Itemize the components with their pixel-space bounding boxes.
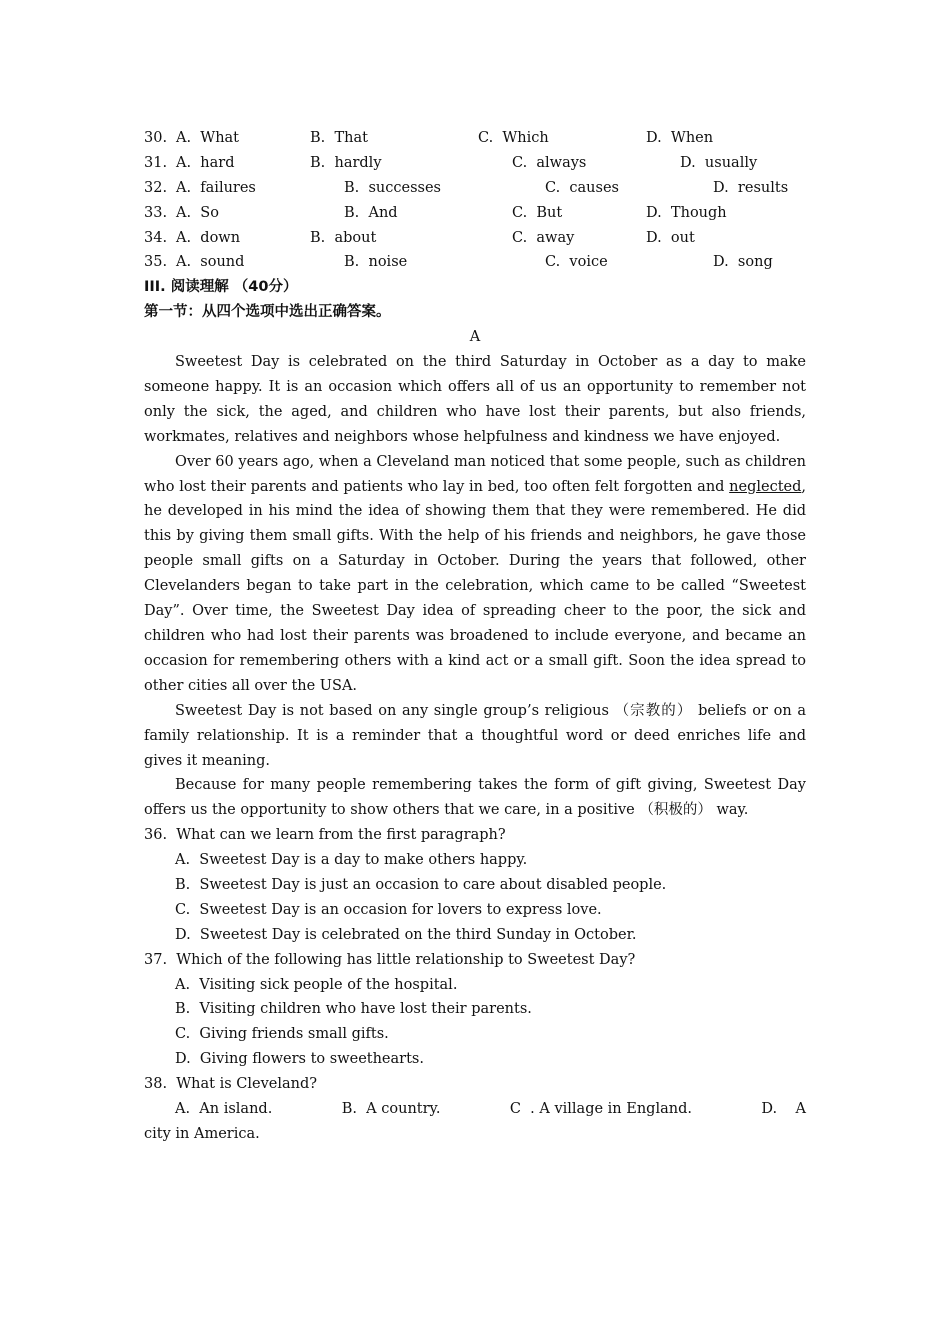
- question-number: 30.: [144, 130, 168, 146]
- option-a: A. What: [176, 130, 240, 146]
- option-d: D. When: [646, 130, 714, 146]
- exam-page: [144, 126, 806, 1147]
- option-d: D. out: [646, 229, 695, 246]
- question-37: [144, 948, 806, 1072]
- option-c: C. Which: [478, 130, 549, 146]
- reading-passage: [144, 350, 806, 823]
- option-c: C . A village in England.: [509, 1101, 692, 1118]
- passage-paragraph-3: Sweetest Day is not based on any single group’s religious （宗教的） beliefs or on a family relationship. It is a reminder that a thoughtful word or deed enriches life and gives it meaning.: [144, 702, 806, 769]
- option-c: C. causes: [545, 179, 619, 196]
- question-38: [144, 1072, 806, 1147]
- subsection-title: 第一节：从四个选项中选出正确答案。: [144, 304, 391, 321]
- option-c: C. Sweetest Day is an occasion for lovers to express love.: [175, 901, 602, 918]
- option-b: B. about: [310, 229, 377, 246]
- paragraph-text: , he developed in his mind the idea of showing them that they were remembered. He did this by giving them small gifts. With the help of his friends and neighbors, he gave those people small gifts on a Saturday in October. During the years that followed, other Clevelanders began to take part in the celebration, which came to be called “Sweetest Day”. Over time, the Sweetest Day idea of spreading cheer to the poor, the sick and children who had lost their parents was broadened to include everyone, and became an occasion for remembering others with a kind act or a small gift. Soon the idea spread to other cities all over the USA.: [144, 478, 806, 694]
- passage-paragraph-2: [144, 450, 806, 699]
- paragraph-text: Over 60 years ago, when a Cleveland man noticed that some people, such as children who lost their parents and patients who lay in bed, too often felt forgotten and: [144, 453, 806, 495]
- option-b: B. hardly: [310, 154, 382, 171]
- option-a: A. So: [176, 204, 219, 221]
- option-d: D. results: [713, 179, 789, 196]
- cloze-row-30: [144, 126, 806, 151]
- option-c: C. always: [512, 154, 587, 171]
- option-c: C. away: [512, 229, 575, 246]
- options-row: [144, 1097, 806, 1122]
- passage-paragraph-4: Because for many people remembering takes the form of gift giving, Sweetest Day offers us the opportunity to show others that we care, in a positive （积极的） way.: [144, 777, 806, 819]
- option-d: D. A: [761, 1101, 806, 1118]
- option-b: B. noise: [344, 254, 408, 271]
- question-number: 32.: [144, 179, 168, 196]
- option-b: B. And: [344, 204, 398, 221]
- option-a: A. sound: [176, 254, 245, 271]
- option-d: D. Sweetest Day is celebrated on the third Sunday in October.: [175, 926, 637, 943]
- question-36: [144, 823, 806, 947]
- option-d: D. Though: [646, 204, 727, 221]
- option-a: A. down: [176, 229, 241, 246]
- option-c: C. Giving friends small gifts.: [175, 1026, 389, 1043]
- question-number: 33.: [144, 204, 168, 221]
- cloze-row-32: [144, 176, 806, 201]
- cloze-row-34: [144, 226, 806, 251]
- passage-paragraph-1: Sweetest Day is celebrated on the third Saturday in October as a day to make someone happy. It is an occasion which offers all of us an opportunity to remember not only the sick, the aged, and children who have lost their parents, but also friends, workmates, relatives and neighbors whose helpfulness and kindness we have enjoyed.: [144, 354, 806, 445]
- option-b: B. That: [310, 130, 368, 146]
- question-number: 31.: [144, 154, 168, 171]
- option-b: B. successes: [344, 179, 441, 196]
- option-a: A. Sweetest Day is a day to make others happy.: [175, 852, 528, 869]
- cloze-row-31: [144, 151, 806, 176]
- question-stem: 36. What can we learn from the first paragraph?: [144, 827, 506, 844]
- question-number: 34.: [144, 229, 168, 246]
- question-stem: 37. Which of the following has little relationship to Sweetest Day?: [144, 951, 636, 968]
- option-c: C. voice: [545, 254, 608, 271]
- option-a: A. An island.: [175, 1101, 273, 1118]
- cloze-row-33: [144, 201, 806, 226]
- passage-label: A: [469, 329, 481, 346]
- option-a: A. hard: [176, 154, 235, 171]
- option-d-continued: city in America.: [144, 1125, 260, 1142]
- option-d: D. song: [713, 254, 773, 271]
- section-title: III. 阅读理解 （40分）: [144, 279, 298, 296]
- option-b: B. A country.: [341, 1101, 441, 1118]
- underlined-word: neglected: [729, 478, 802, 495]
- cloze-row-35: [144, 250, 806, 275]
- option-a: A. failures: [176, 179, 256, 196]
- option-c: C. But: [512, 204, 563, 221]
- option-b: B. Sweetest Day is just an occasion to care about disabled people.: [175, 877, 667, 894]
- option-d: D. usually: [680, 154, 758, 171]
- option-b: B. Visiting children who have lost their parents.: [175, 1001, 532, 1018]
- option-d: D. Giving flowers to sweethearts.: [175, 1051, 424, 1068]
- cloze-options-block: [144, 126, 806, 275]
- question-stem: 38. What is Cleveland?: [144, 1076, 318, 1093]
- option-a: A. Visiting sick people of the hospital.: [175, 976, 458, 993]
- question-number: 35.: [144, 254, 168, 271]
